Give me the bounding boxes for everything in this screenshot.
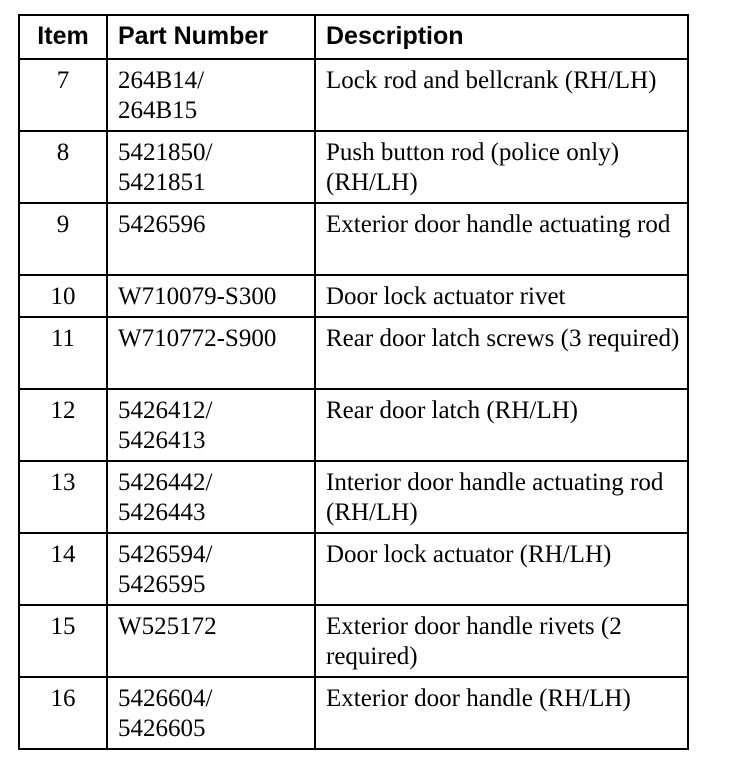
- table-row: [19, 203, 688, 275]
- header-description: Description: [315, 15, 688, 59]
- item-number: 10: [19, 275, 107, 317]
- parts-table: [18, 14, 689, 750]
- item-number: 9: [19, 203, 107, 275]
- table-row: [19, 389, 688, 461]
- part-number-line: 5426443: [118, 499, 206, 526]
- item-number: 15: [19, 605, 107, 677]
- description: Interior door handle actuating rod (RH/LH): [315, 461, 688, 533]
- part-number-line: 5426412/: [118, 397, 213, 424]
- item-number: 7: [19, 59, 107, 131]
- part-number-line: 5421851: [118, 169, 206, 196]
- part-number-line: 5426596: [118, 211, 206, 238]
- part-number: [107, 131, 315, 203]
- table-row: [19, 605, 688, 677]
- item-number: 16: [19, 677, 107, 749]
- part-number: [107, 389, 315, 461]
- part-number-line: 5426413: [118, 427, 206, 454]
- part-number-line: 5426595: [118, 571, 206, 598]
- description: Rear door latch screws (3 required): [315, 317, 688, 389]
- item-number: 12: [19, 389, 107, 461]
- table-row: [19, 131, 688, 203]
- description: Rear door latch (RH/LH): [315, 389, 688, 461]
- part-number: [107, 533, 315, 605]
- description: Door lock actuator rivet: [315, 275, 688, 317]
- table-row: [19, 59, 688, 131]
- part-number: [107, 605, 315, 677]
- description: Exterior door handle rivets (2 required): [315, 605, 688, 677]
- part-number: [107, 203, 315, 275]
- item-number: 11: [19, 317, 107, 389]
- part-number: [107, 275, 315, 317]
- part-number-line: 5426594/: [118, 541, 213, 568]
- part-number-line: 5426442/: [118, 469, 213, 496]
- part-number-line: W710772-S900: [118, 325, 277, 352]
- table-header-row: [19, 15, 688, 59]
- part-number: [107, 317, 315, 389]
- item-number: 8: [19, 131, 107, 203]
- part-number-line: 5426605: [118, 715, 206, 742]
- part-number-line: 5421850/: [118, 139, 213, 166]
- part-number: [107, 461, 315, 533]
- description: Exterior door handle actuating rod: [315, 203, 688, 275]
- header-item: Item: [19, 15, 107, 59]
- description: Exterior door handle (RH/LH): [315, 677, 688, 749]
- table-row: [19, 461, 688, 533]
- table-row: [19, 533, 688, 605]
- header-part-number: Part Number: [107, 15, 315, 59]
- part-number-line: 264B14/: [118, 67, 205, 94]
- table-row: [19, 275, 688, 317]
- part-number: [107, 677, 315, 749]
- table-row: [19, 317, 688, 389]
- description: Door lock actuator (RH/LH): [315, 533, 688, 605]
- table-row: [19, 677, 688, 749]
- part-number: [107, 59, 315, 131]
- description: Lock rod and bellcrank (RH/LH): [315, 59, 688, 131]
- part-number-line: 5426604/: [118, 685, 213, 712]
- part-number-line: W525172: [118, 613, 217, 640]
- item-number: 14: [19, 533, 107, 605]
- description: Push button rod (police only) (RH/LH): [315, 131, 688, 203]
- part-number-line: W710079-S300: [118, 283, 277, 310]
- part-number-line: 264B15: [118, 97, 198, 124]
- item-number: 13: [19, 461, 107, 533]
